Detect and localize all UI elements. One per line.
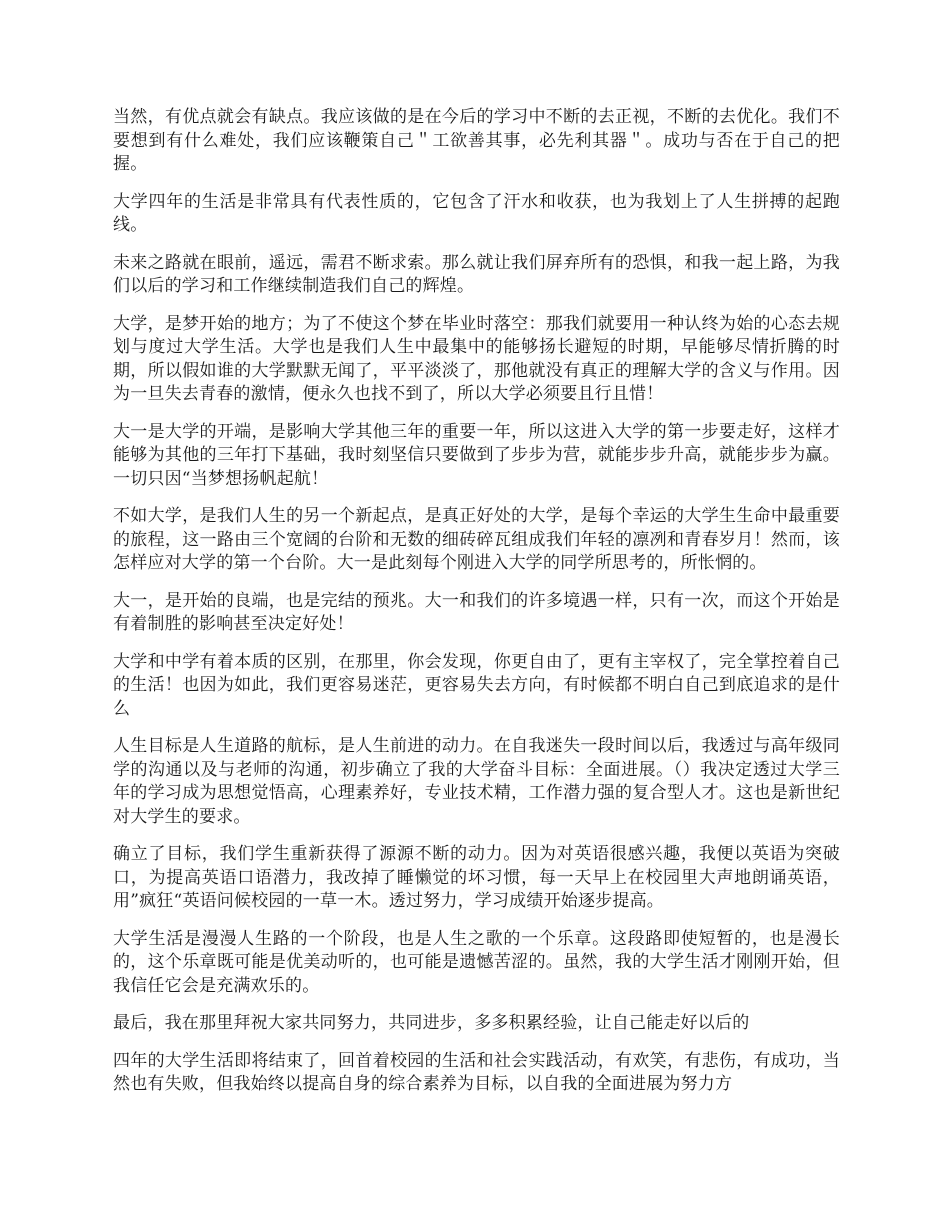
paragraph-3: 未来之路就在眼前，遥远，需君不断求索。那么就让我们屏弃所有的恐惧，和我一起上路，为我们以后的学习和工作继续制造我们自己的辉煌。: [113, 252, 840, 296]
paragraph-8: 大学和中学有着本质的区别，在那里，你会发现，你更自由了，更有主宰权了，完全掌控着自己的生活！也因为如此，我们更容易迷茫，更容易失去方向，有时候都不明白自己到底追求的是什么: [113, 651, 840, 719]
paragraph-11: 大学生活是漫漫人生路的一个阶段，也是人生之歌的一个乐章。这段路即使短暂的，也是漫长的，这个乐章既可能是优美动听的，也可能是遗憾苦涩的。虽然，我的大学生活才刚刚开始，但我信任它会是充满欢乐的。: [113, 928, 840, 996]
paragraph-10: 确立了目标，我们学生重新获得了源源不断的动力。因为对英语很感兴趣，我便以英语为突破口，为提高英语口语潜力，我改掉了睡懒觉的坏习惯，每一天早上在校园里大声地朗诵英语，用”疯狂“英语问候校园的一草一木。透过努力，学习成绩开始逐步提高。: [113, 844, 840, 911]
document-body: [113, 106, 840, 1111]
paragraph-6: 不如大学，是我们人生的另一个新起点，是真正好处的大学，是每个幸运的大学生生命中最重要的旅程，这一路由三个宽阔的台阶和无数的细砖碎瓦组成我们年轻的凛冽和青春岁月！然而，该怎样应对大学的第一个台阶。大一是此刻每个刚进入大学的同学所思考的，所怅惘的。: [113, 506, 840, 573]
paragraph-2: 大学四年的生活是非常具有代表性质的，它包含了汗水和收获，也为我划上了人生拼搏的起跑线。: [113, 191, 840, 235]
paragraph-7: 大一，是开始的良端，也是完结的预兆。大一和我们的许多境遇一样，只有一次，而这个开始是有着制胜的影响甚至决定好处！: [113, 590, 840, 634]
paragraph-13: 四年的大学生活即将结束了，回首着校园的生活和社会实践活动，有欢笑，有悲伤，有成功，当然也有失败，但我始终以提高自身的综合素养为目标，以自我的全面进展为努力方: [113, 1050, 840, 1094]
paragraph-9: 人生目标是人生道路的航标，是人生前进的动力。在自我迷失一段时间以后，我透过与高年级同学的沟通以及与老师的沟通，初步确立了我的大学奋斗目标：全面进展。（）我决定透过大学三年的学习成为思想觉悟高，心理素养好，专业技术精，工作潜力强的复合型人才。这也是新世纪对大学生的要求。: [113, 736, 840, 827]
paragraph-1: 当然，有优点就会有缺点。我应该做的是在今后的学习中不断的去正视，不断的去优化。我们不要想到有什么难处，我们应该鞭策自己＂工欲善其事，必先利其器＂。成功与否在于自己的把握。: [113, 107, 840, 174]
paragraph-5: 大一是大学的开端，是影响大学其他三年的重要一年，所以这进入大学的第一步要走好，这样才能够为其他的三年打下基础，我时刻坚信只要做到了步步为营，就能步步升高，就能步步为赢。一切只因“当梦想扬帆起航！: [113, 421, 840, 489]
paragraph-12: 最后，我在那里拜祝大家共同努力，共同进步，多多积累经验，让自己能走好以后的: [113, 1013, 750, 1033]
paragraph-4: 大学，是梦开始的地方；为了不使这个梦在毕业时落空：那我们就要用一种认终为始的心态去规划与度过大学生活。大学也是我们人生中最集中的能够扬长避短的时期，早能够尽情折腾的时期，所以假如谁的大学默默无闻了，平平淡淡了，那他就没有真正的理解大学的含义与作用。因为一旦失去青春的激情，便永久也找不到了，所以大学必须要且行且惜！: [113, 313, 840, 404]
